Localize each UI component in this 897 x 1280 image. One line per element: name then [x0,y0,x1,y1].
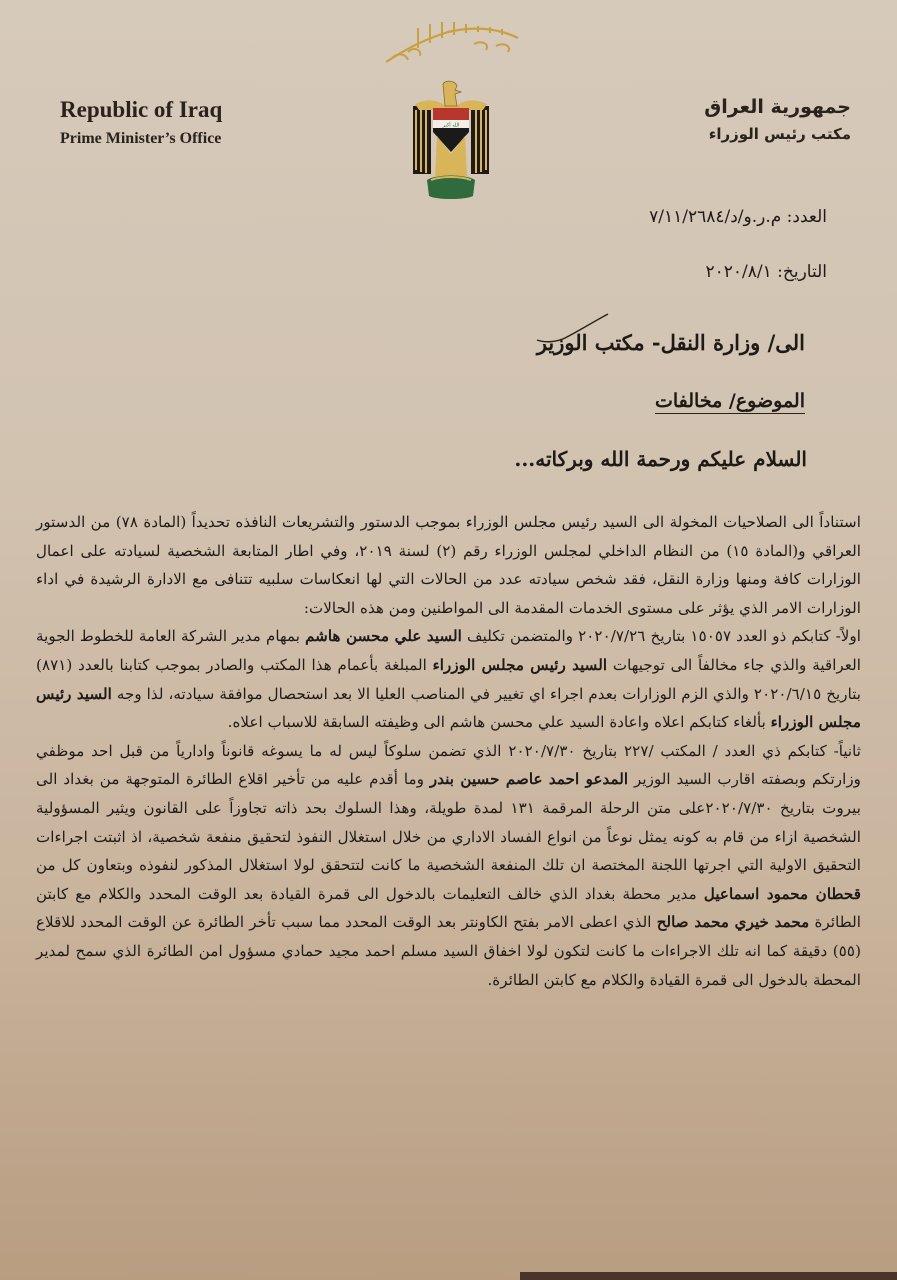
letter-body [36,508,861,994]
first-item-text-3: المبلغة بأعمام هذا المكتب والصادر بموجب كتابنا بالعدد (٨٧١) بتاريخ ٢٠٢٠/٦/١٥ والذي الزم الوزارات بعدم اجراء اي تغيير في المناصب العليا الا بعد استحصال موافقة سيادته، لذا وجه [36,655,862,703]
first-item-text-2: بمهام مدير الشركة العامة للخطوط الجوية العراقية والذي جاء مخالفاً الى توجيهات [36,627,861,674]
second-item-paragraph [36,737,861,994]
english-letterhead [60,96,222,150]
intro-paragraph: استناداً الى الصلاحيات المخولة الى السيد رئيس مجلس الوزراء بموجب الدستور والتشريعات النافذه تحديداً (المادة ٧٨) من الدستور العراقي و(المادة ١٥) من النظام الداخلي لمجلس الوزراء رقم (٢) لسنة ٢٠١٩، وفي اطار المتابعة الشخصية لسيادته على اعمال الوزارات كافة ومنها وزارة النقل، فقد شخص سيادته عدد من الحالات التي لها انعكاسات سلبيه تتنافى مع الادارة الرشيدة في اداء الوزارات الامر الذي يؤثر على مستوى الخدمات المقدمة الى المواطنين ومن هذه الحالات: [36,513,861,617]
reference-number: العدد: م.ر.و/د/٧/١١/٢٦٨٤ [649,207,827,227]
english-title: Republic of Iraq [60,97,223,122]
second-item-text-3: مدير محطة بغداد الذي خالف التعليمات بالدخول الى قمرة القيادة بعد الوقت المحدد والكلام مع كابتن الطائرة [36,884,862,932]
arabic-title: جمهورية العراق [704,96,851,118]
eagle-crest-emblem [405,78,497,203]
second-item-text-2: وما أقدم عليه من تأخير اقلاع الطائرة المتوجهة من بغداد الى بيروت بتاريخ ٢٠٢٠/٧/٣٠على متن الرحلة المرقمة ١٣١ لمدة طويلة، وهذا السلوك بحد ذاته تجاوزاً على القانون ويثير المسؤولية الشخصية ازاء من قام به كونه يمثل نوعاً من انواع الفساد الاداري من خلال استغلال النفوذ لتحقيق منفعة شخصية، اذ اثبتت اجراءات التحقيق الاولية التي اجرتها اللجنة المختصة ان تلك المنفعة الشخصية ما كانت لتتحقق لولا استغلال المذكور لنفوذه وبتعاون كل من [36,770,861,875]
first-item-name-2: السيد رئيس مجلس الوزراء [432,655,608,674]
basmala-calligraphy [378,18,523,70]
second-item-name-3: محمد خيري محمد صالح [656,913,810,932]
table-edge [520,1272,897,1280]
first-item-name-1: السيد علي محسن هاشم [305,627,462,646]
second-item-text-4: الذي اعطى الامر بفتح الكاونتر بعد الوقت المحدد مما سبب تأخر الطائرة عن الوقت المحدد للاقلاع (٥٥) دقيقة كما انه تلك الاجراءات ما كانت لتكون لولا اخفاق السيد مسلم احمد مجيد حمادي مسؤول امن الطائرة الذي سمح لمدير المحطة بالدخول الى قمرة القيادة والكلام مع كابتن الطائرة. [36,913,861,989]
first-item-text-4: بألغاء كتابكم اعلاه واعادة السيد علي محسن هاشم الى وظيفته السابقة للاسباب اعلاه. [227,713,771,732]
addressee: الى/ وزارة النقل- مكتب الوزير [536,330,805,355]
arabic-letterhead [704,92,851,146]
first-item-name-3: السيد رئيس مجلس الوزراء [36,684,861,732]
second-item-text-1: ثانياً- كتابكم ذي العدد / المكتب /٢٢٧ بتاريخ ٢٠٢٠/٧/٣٠ الذي تضمن سلوكاً ليس له ما يسوغه قانوناً وادارياً من قبل احد موظفي وزارتكم وبصفته اقارب السيد الوزير [36,741,861,789]
second-item-name-2: قحطان محمود اسماعيل [703,884,861,903]
arabic-subtitle: مكتب رئيس الوزراء [708,125,851,143]
second-item-name-1: المدعو احمد عاصم حسين بندر [429,770,629,789]
greeting: السلام عليكم ورحمة الله وبركاته... [514,447,807,471]
subject-line: الموضوع/ مخالفات [654,390,805,412]
english-subtitle: Prime Minister’s Office [60,130,222,147]
letter-date: التاريخ: ٢٠٢٠/٨/١ [705,262,827,282]
first-item-text-1: اولاً- كتابكم ذو العدد ١٥٠٥٧ بتاريخ ٢٠٢٠/٧/٢٦ والمتضمن تكليف [461,627,861,646]
crest-inscription: الله أكبر [442,122,460,129]
first-item-paragraph [36,622,861,736]
